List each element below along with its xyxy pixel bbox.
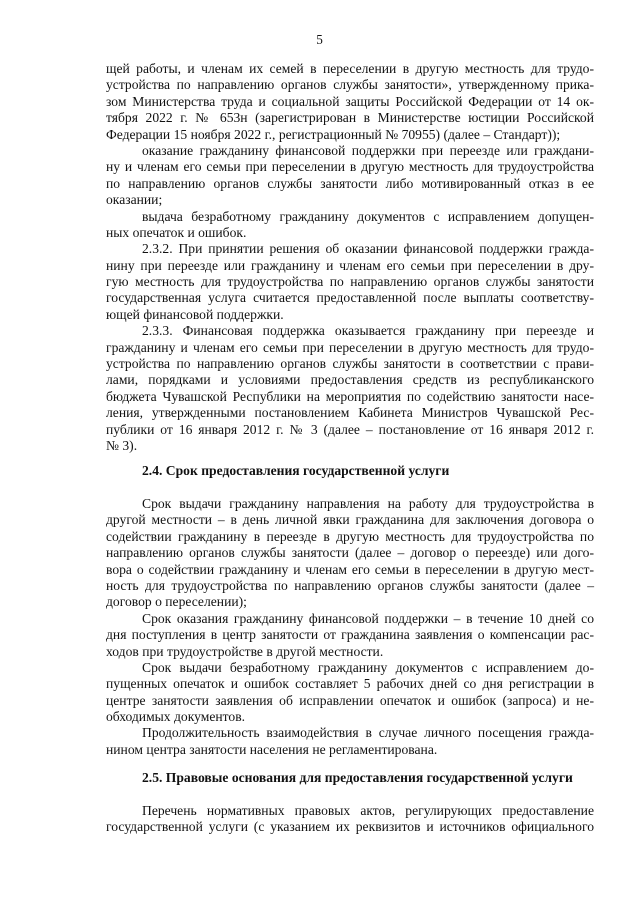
text-line: направлению органов службы занятости (далее – договор о переезде) или дого- [106,545,594,561]
text-line: тября 2022 г. № 653н (зарегистрирован в Министерстве юстиции Российской [106,110,594,126]
text-line: центре занятости заявления об исправлении опечаток и ошибок (запроса) и не- [106,692,594,708]
text-line: Срок оказания гражданину финансовой поддержки – в течение 10 дней со [142,610,594,626]
page-number: 5 [316,32,323,47]
text-line: 2.3.2. При принятии решения об оказании финансовой поддержки гражда- [142,241,594,257]
text-line: содействии гражданину в переезде в другую местность для трудоустройства по [106,528,594,544]
text-line: нину при переезде или гражданину и членам его семьи при переселении в дру- [106,257,594,273]
text-line: ных опечаток и ошибок. [106,224,247,240]
text-line: по направлению органов службы занятости либо мотивированный отказ в ее [106,175,594,191]
text-line: Срок выдачи безработному гражданину документов с исправлением до- [142,659,594,675]
text-line: договор о переселении); [106,594,247,610]
text-line: ность для трудоустройства по направлению органов службы занятости (далее – [106,577,594,593]
text-line: ну и членам его семьи при переселении в другую местность для трудоустройства [106,159,594,175]
text-block-section-2-5 [106,803,594,836]
text-line: другой местности – в день личной явки гражданина для заключения договора о [106,512,594,528]
text-line: Срок выдачи гражданину направления на работу для трудоустройства в [142,496,594,511]
text-line: Продолжительность взаимодействия в случае личного посещения гражда- [142,725,594,741]
text-line: оказании; [106,192,163,208]
text-line: Перечень нормативных правовых актов, регулирующих предоставление [142,803,594,818]
text-line: обходимых документов. [106,709,246,725]
section-heading-2-4: 2.4. Срок предоставления государственной услуги [142,463,450,478]
section-heading-2-5: 2.5. Правовые основания для предоставления государственной услуги [142,770,573,785]
text-block-section-2-3 [106,61,594,454]
text-block-section-2-4 [106,496,594,758]
text-line: № 3). [106,437,138,453]
text-line: ления, утвержденными постановлением Кабинета Министров Чувашской Рес- [106,405,594,421]
text-line: ющей финансовой поддержки. [106,306,284,322]
text-line: щей работы, и членам их семей в переселении в другую местность для трудо- [106,61,594,76]
text-line: нином центра занятости населения не регламентирована. [106,741,438,757]
text-line: ходов при трудоустройстве в другой местности. [106,643,384,659]
text-line: публики от 16 января 2012 г. № 3 (далее – постановление от 16 января 2012 г. [106,421,594,437]
text-line: государственной услуги (с указанием их реквизитов и источников официального [106,819,594,835]
text-line: лами, порядками и условиями предоставления средств из республиканского [106,372,594,388]
text-line: оказание гражданину финансовой поддержки при переезде или граждани- [142,142,594,158]
text-line: зом Министерства труда и социальной защиты Российской Федерации от 14 ок- [106,93,594,109]
text-line: государственная услуга считается предоставленной после выплаты соответству- [106,290,594,306]
text-line: Федерации 15 ноября 2022 г., регистрационный № 70955) (далее – Стандарт)); [106,126,561,142]
text-line: устройства по направлению органов службы занятости в соответствии с прави- [106,356,594,372]
text-line: вора о содействии гражданину и членам его семьи в переселении в другую мест- [106,561,594,577]
text-line: гражданину и членам его семьи при переселении в другую местность для трудо- [106,339,594,355]
text-line: бюджета Чувашской Республики на мероприятия по содействию занятости насе- [106,388,594,404]
text-line: дня поступления в центр занятости от гражданина заявления о компенсации рас- [106,627,594,643]
text-line: гую местность для трудоустройства по направлению органов службы занятости [106,274,594,290]
text-line: выдача безработному гражданину документов с исправлением допущен- [142,208,594,224]
text-line: 2.3.3. Финансовая поддержка оказывается гражданину при переезде и [142,323,594,339]
text-line: пущенных опечаток и ошибок составляет 5 рабочих дней со дня регистрации в [106,676,594,692]
text-line: устройства по направлению органов службы занятости», утвержденному прика- [106,77,594,93]
